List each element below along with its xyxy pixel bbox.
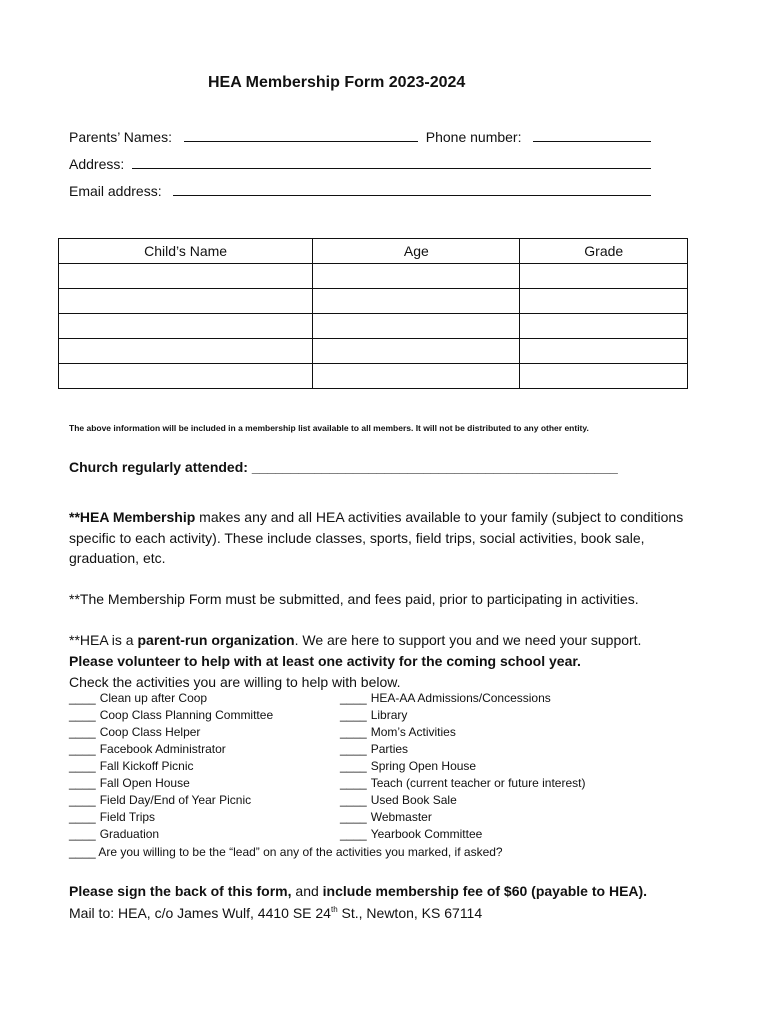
check-text: Check the activities you are willing to help with below. [69, 674, 401, 690]
activity-checkbox-blank[interactable]: ____ [340, 827, 367, 841]
activity-checkbox-blank[interactable]: ____ [340, 691, 367, 705]
activity-label: Coop Class Helper [99, 725, 201, 739]
activity-checkbox-blank[interactable]: ____ [340, 776, 367, 790]
sign-mid: and [291, 883, 323, 899]
activity-checkbox-blank[interactable]: ____ [340, 708, 367, 722]
activity-item [340, 793, 457, 807]
activity-checkbox-blank[interactable]: ____ [340, 725, 367, 739]
activity-item [340, 827, 482, 841]
activity-item [69, 725, 200, 739]
activity-label: Field Trips [99, 810, 156, 824]
parents-label: Parents’ Names: [69, 129, 172, 145]
child-name-cell[interactable] [59, 364, 313, 389]
age-cell[interactable] [313, 264, 520, 289]
activity-label: Spring Open House [370, 759, 477, 773]
submit-paragraph: **The Membership Form must be submitted, and fees paid, prior to participating in activities. [69, 591, 639, 607]
activity-checkbox-blank[interactable]: ____ [69, 827, 96, 841]
age-header: Age [313, 239, 520, 264]
grade-header: Grade [520, 239, 688, 264]
sign-instruction [69, 883, 647, 899]
lead-question: Are you willing to be the “lead” on any of the activities you marked, if asked? [98, 845, 503, 859]
parents-row [69, 129, 651, 145]
activity-label: Teach (current teacher or future interest) [370, 776, 586, 790]
activity-item [69, 708, 273, 722]
activity-checkbox-blank[interactable]: ____ [69, 708, 96, 722]
table-row [59, 289, 688, 314]
activity-item [69, 776, 190, 790]
volunteer-text: Please volunteer to help with at least one activity for the coming school year. [69, 653, 581, 669]
activity-checkbox-blank[interactable]: ____ [69, 691, 96, 705]
activity-item [340, 742, 408, 756]
child-name-cell[interactable] [59, 264, 313, 289]
church-blank[interactable]: _______________________________________________ [251, 459, 618, 475]
activity-checkbox-blank[interactable]: ____ [340, 759, 367, 773]
email-label: Email address: [69, 183, 162, 199]
child-name-cell[interactable] [59, 314, 313, 339]
activity-label: Field Day/End of Year Picnic [99, 793, 252, 807]
table-header-row [59, 239, 688, 264]
lead-blank[interactable]: ____ [69, 845, 96, 859]
form-title: HEA Membership Form 2023-2024 [208, 74, 466, 91]
activity-item [69, 810, 155, 824]
activity-checkbox-blank[interactable]: ____ [69, 759, 96, 773]
activity-checkbox-blank[interactable]: ____ [69, 776, 96, 790]
email-row [69, 183, 651, 199]
privacy-note: The above information will be included in a membership list available to all members. It will not be distributed to any other entity. [69, 423, 589, 433]
table-row [59, 364, 688, 389]
activity-item [340, 810, 432, 824]
children-table [58, 238, 688, 389]
mail-prefix: Mail to: HEA, c/o James Wulf, 4410 SE 24 [69, 905, 331, 921]
grade-cell[interactable] [520, 314, 688, 339]
mail-suffix: St., Newton, KS 67114 [337, 905, 483, 921]
address-row [69, 156, 651, 172]
email-blank[interactable] [173, 194, 651, 196]
activity-item [340, 708, 407, 722]
table-row [59, 314, 688, 339]
activity-item [340, 691, 551, 705]
church-label: Church regularly attended: [69, 459, 248, 475]
age-cell[interactable] [313, 364, 520, 389]
org-suffix: . We are here to support you and we need your support. [294, 632, 642, 648]
age-cell[interactable] [313, 339, 520, 364]
activity-checkbox-blank[interactable]: ____ [69, 793, 96, 807]
parents-names-blank[interactable] [184, 140, 418, 142]
address-blank[interactable] [132, 167, 651, 169]
activity-label: Yearbook Committee [370, 827, 483, 841]
membership-bold: **HEA Membership [69, 509, 196, 525]
sign-bold-2: include membership fee of $60 (payable to HEA). [322, 883, 648, 899]
church-row [69, 459, 618, 475]
org-bold: parent-run organization [137, 632, 295, 648]
activity-item [69, 793, 251, 807]
activity-label: Fall Kickoff Picnic [99, 759, 194, 773]
org-prefix: **HEA is a [69, 632, 138, 648]
child-name-cell[interactable] [59, 339, 313, 364]
activity-label: Coop Class Planning Committee [99, 708, 274, 722]
activity-label: Graduation [99, 827, 160, 841]
child-name-header: Child’s Name [59, 239, 313, 264]
address-label: Address: [69, 156, 125, 172]
activity-item [340, 725, 456, 739]
activity-item [69, 759, 194, 773]
mail-address [69, 905, 482, 921]
mail-sup: th [330, 905, 338, 914]
activity-checkbox-blank[interactable]: ____ [69, 725, 96, 739]
grade-cell[interactable] [520, 364, 688, 389]
child-name-cell[interactable] [59, 289, 313, 314]
activity-label: Webmaster [370, 810, 432, 824]
activity-label: Parties [370, 742, 409, 756]
organization-paragraph [69, 630, 709, 651]
age-cell[interactable] [313, 289, 520, 314]
activity-label: Fall Open House [99, 776, 190, 790]
activity-label: HEA-AA Admissions/Concessions [370, 691, 551, 705]
table-row [59, 264, 688, 289]
activity-label: Used Book Sale [370, 793, 457, 807]
lead-question-row [69, 845, 503, 859]
activity-label: Facebook Administrator [99, 742, 226, 756]
activity-item [69, 691, 207, 705]
activity-item [340, 759, 476, 773]
activity-checkbox-blank[interactable]: ____ [69, 810, 96, 824]
grade-cell[interactable] [520, 339, 688, 364]
phone-label: Phone number: [425, 129, 522, 145]
activity-item [340, 776, 585, 790]
membership-paragraph [69, 507, 709, 569]
activity-checkbox-blank[interactable]: ____ [340, 810, 367, 824]
age-cell[interactable] [313, 314, 520, 339]
activity-checkbox-blank[interactable]: ____ [69, 742, 96, 756]
grade-cell[interactable] [520, 264, 688, 289]
grade-cell[interactable] [520, 289, 688, 314]
activity-label: Clean up after Coop [99, 691, 208, 705]
activity-checkbox-blank[interactable]: ____ [340, 742, 367, 756]
activity-item [69, 742, 226, 756]
activity-item [69, 827, 159, 841]
sign-bold-1: Please sign the back of this form, [69, 883, 292, 899]
membership-text: makes any and all HEA activities available to your family (subject to conditions specific to each activity). These include classes, sports, field trips, social activities, book sale, graduation, etc. [69, 509, 684, 566]
activity-label: Library [370, 708, 408, 722]
phone-number-blank[interactable] [533, 140, 651, 142]
table-row [59, 339, 688, 364]
activity-label: Mom’s Activities [370, 725, 456, 739]
activity-checkbox-blank[interactable]: ____ [340, 793, 367, 807]
